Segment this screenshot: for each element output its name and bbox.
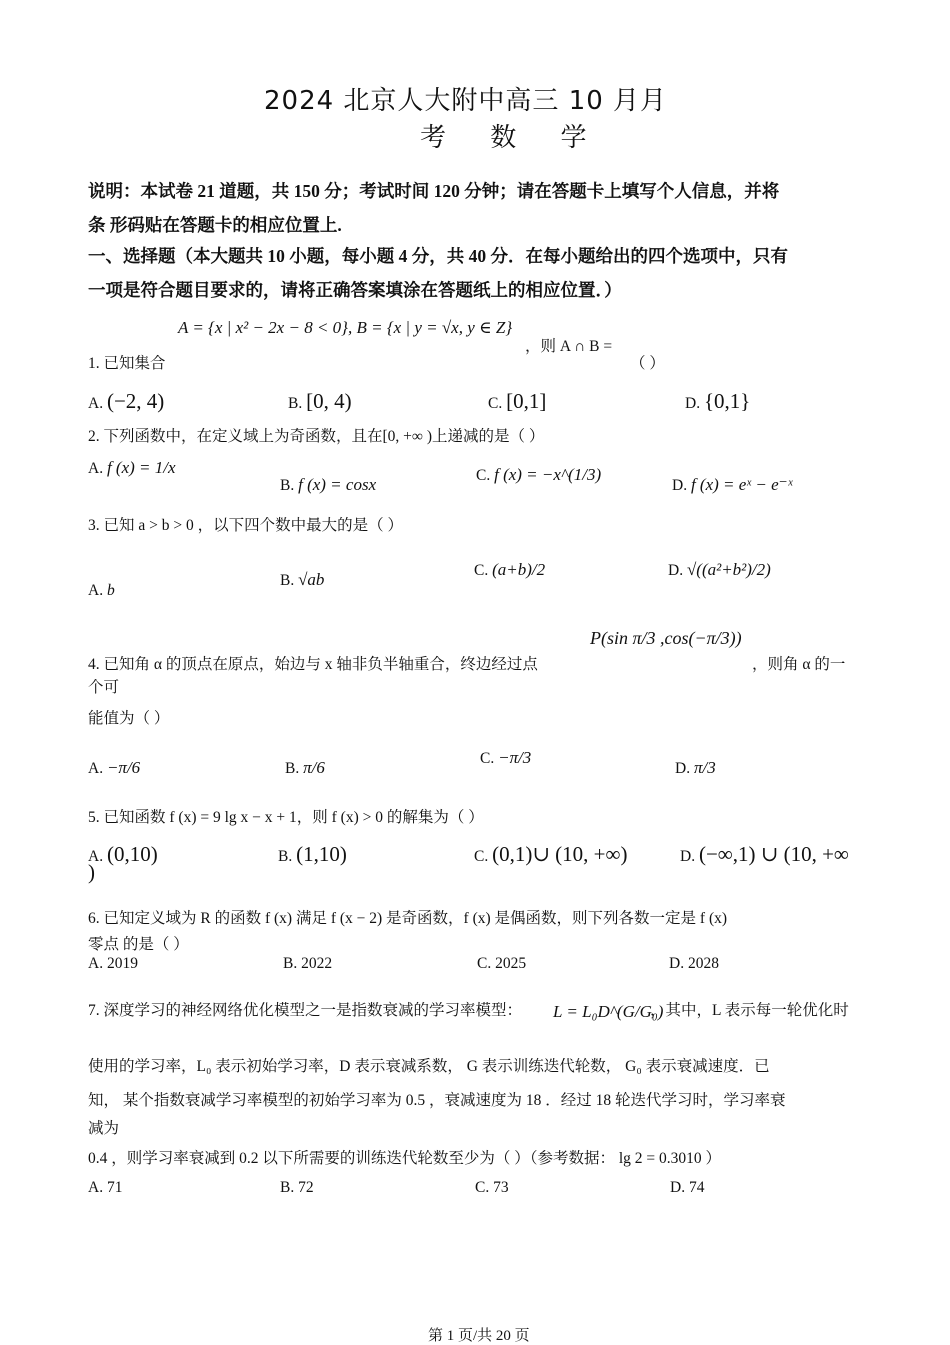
q5-option-d-value: (−∞,1) ∪ (10, +∞ (698, 842, 849, 866)
q3-option-d (668, 560, 771, 580)
q5-option-c-label: C. (474, 848, 489, 865)
section-heading-line-2: 一项是符合题目要求的，请将正确答案填涂在答题纸上的相应位置．） (88, 280, 622, 300)
q1-option-d-value: {0,1} (703, 389, 751, 413)
q3-option-b (280, 570, 324, 590)
q2-option-b (280, 475, 376, 495)
q4-stem-line-1-tail: ，则角 α 的一 (752, 656, 846, 673)
q4-point-formula: P(sin π/3 ,cos(−π/3)) (590, 628, 742, 648)
q1-answer-paren: （ ） (630, 355, 665, 372)
q7-stem-line-1-tail: ，其中，L 表示每一轮优化时 (650, 1002, 849, 1019)
q5-option-c (474, 842, 627, 867)
page-title: 2024 北京人大附中高三 10 月月 (264, 86, 668, 116)
q5-option-d-label: D. (680, 848, 696, 865)
q5-option-b-value: (1,10) (296, 842, 347, 866)
q1-option-b-label: B. (288, 395, 303, 412)
q7-option-b: B. 72 (280, 1179, 314, 1196)
q1-option-a-value: (−2, 4) (106, 389, 165, 413)
q5-option-b (278, 842, 347, 867)
q4-option-b-value: π/6 (303, 758, 325, 777)
q6-option-a: A. 2019 (88, 955, 138, 972)
q4-option-a (88, 758, 140, 778)
q1-option-b (288, 389, 352, 414)
q2-option-c (476, 465, 601, 485)
q2-option-d-label: D. (672, 477, 688, 494)
q7-option-a: A. 71 (88, 1179, 123, 1196)
page-number: 第 1 页/共 20 页 (428, 1328, 530, 1344)
q3-option-a-value: b (106, 582, 115, 599)
q1-option-d (685, 389, 750, 414)
q3-option-c-value: (a+b)/2 (492, 560, 546, 579)
q1-formula-tail: ，则 A ∩ B = (525, 338, 613, 355)
q4-option-c-label: C. (480, 750, 495, 767)
q1-option-d-label: D. (685, 395, 701, 412)
q4-option-c (480, 748, 531, 768)
q1-option-c (488, 389, 546, 414)
q2-option-a-label: A. (88, 460, 104, 477)
q6-option-b: B. 2022 (283, 955, 333, 972)
q5-option-a-value: (0,10) (106, 842, 158, 866)
q3-option-b-value: √ab (298, 570, 325, 589)
q7-stem-line-4: 减为 (88, 1120, 120, 1137)
q5-option-a (88, 842, 158, 867)
q2-option-c-value: f (x) = −x^(1/3) (494, 465, 602, 484)
q1-stem: 1. 已知集合 (88, 355, 166, 372)
q5-option-d-wrap: ) (88, 860, 95, 884)
q5-option-d (680, 842, 849, 867)
q7-option-c: C. 73 (475, 1179, 509, 1196)
q3-option-d-label: D. (668, 562, 684, 579)
q7-stem-line-5: 0.4 ，则学习率衰减到 0.2 以下所需要的训练迭代轮数至少为（ ）（参考数据： lg 2 = 0.3010 ） (88, 1150, 722, 1167)
instructions-line-2: 条 形码贴在答题卡的相应位置上. (88, 215, 342, 235)
q2-option-c-label: C. (476, 467, 491, 484)
q4-stem-line-3: 能值为（ ） (88, 710, 170, 727)
q6-option-d: D. 2028 (669, 955, 719, 972)
q4-stem-line-1: 4. 已知角 α 的顶点在原点，始边与 x 轴非负半轴重合，终边经过点 (88, 656, 538, 673)
q1-option-c-value: [0,1] (506, 389, 547, 413)
instructions-line-1: 说明：本试卷 21 道题，共 150 分；考试时间 120 分钟；请在答题卡上填写个人信息，并将 (88, 181, 780, 201)
q6-option-c: C. 2025 (477, 955, 527, 972)
q5-option-a-label: A. (88, 848, 104, 865)
q2-option-b-label: B. (280, 477, 295, 494)
q7-stem-line-1: 7. 深度学习的神经网络优化模型之一是指数衰减的学习率模型： (88, 1002, 523, 1019)
page-subtitle: 考 数 学 (420, 123, 605, 153)
q4-option-b-label: B. (285, 760, 300, 777)
q1-option-a-label: A. (88, 395, 104, 412)
q4-option-d (675, 758, 716, 778)
section-heading-line-1: 一、选择题（本大题共 10 小题，每小题 4 分，共 40 分．在每小题给出的四个选项中，只有 (88, 246, 788, 266)
q5-stem: 5. 已知函数 f (x) = 9 lg x − x + 1，则 f (x) > 0 的解集为（ ） (88, 809, 484, 826)
q2-stem: 2. 下列函数中，在定义域上为奇函数，且在[0, +∞ )上递减的是（ ） (88, 428, 545, 445)
q3-stem: 3. 已知 a > b > 0 ，以下四个数中最大的是（ ） (88, 517, 403, 534)
q7-formula: L = L₀D^(G/G₀) (553, 1002, 664, 1021)
q1-option-a (88, 389, 164, 414)
q4-option-c-value: −π/3 (498, 748, 532, 767)
q3-option-d-value: √((a²+b²)/2) (686, 560, 771, 579)
q3-option-a (88, 582, 115, 600)
q7-option-d: D. 74 (670, 1179, 705, 1196)
q5-option-c-value: (0,1)∪ (10, +∞) (492, 842, 628, 866)
q2-option-d (672, 475, 792, 495)
q4-stem-line-2: 个可 (88, 679, 120, 696)
q6-stem-line-1: 6. 已知定义域为 R 的函数 f (x) 满足 f (x − 2) 是奇函数，f (x) 是偶函数，则下列各数一定是 f (x) (88, 910, 728, 927)
q4-option-d-value: π/3 (693, 758, 716, 777)
q4-option-a-value: −π/6 (106, 758, 141, 777)
q1-option-b-value: [0, 4) (306, 389, 352, 413)
q7-stem-line-2: 使用的学习率，L₀ 表示初始学习率，D 表示衰减系数， G 表示训练迭代轮数， G₀ 表示衰减速度．已 (88, 1058, 770, 1075)
q2-option-d-value: f (x) = eˣ − e⁻ˣ (690, 475, 793, 494)
q6-stem-line-2: 零点 的是（ ） (88, 936, 189, 953)
q3-option-b-label: B. (280, 572, 295, 589)
q4-option-d-label: D. (675, 760, 691, 777)
q7-stem-line-3: 知， 某个指数衰减学习率模型的初始学习率为 0.5 ，衰减速度为 18 ．经过 18 轮迭代学习时，学习率衰 (88, 1092, 786, 1109)
q2-option-a-value: f (x) = 1/x (106, 458, 176, 477)
q4-option-b (285, 758, 325, 778)
q2-option-b-value: f (x) = cosx (298, 475, 377, 494)
q3-option-a-label: A. (88, 582, 104, 599)
q3-option-c (474, 560, 545, 580)
q5-option-b-label: B. (278, 848, 293, 865)
q2-option-a (88, 458, 176, 478)
q1-option-c-label: C. (488, 395, 503, 412)
q1-formula: A = {x | x² − 2x − 8 < 0}, B = {x | y = √x, y ∈ Z} (178, 318, 513, 337)
q3-option-c-label: C. (474, 562, 489, 579)
q4-option-a-label: A. (88, 760, 104, 777)
